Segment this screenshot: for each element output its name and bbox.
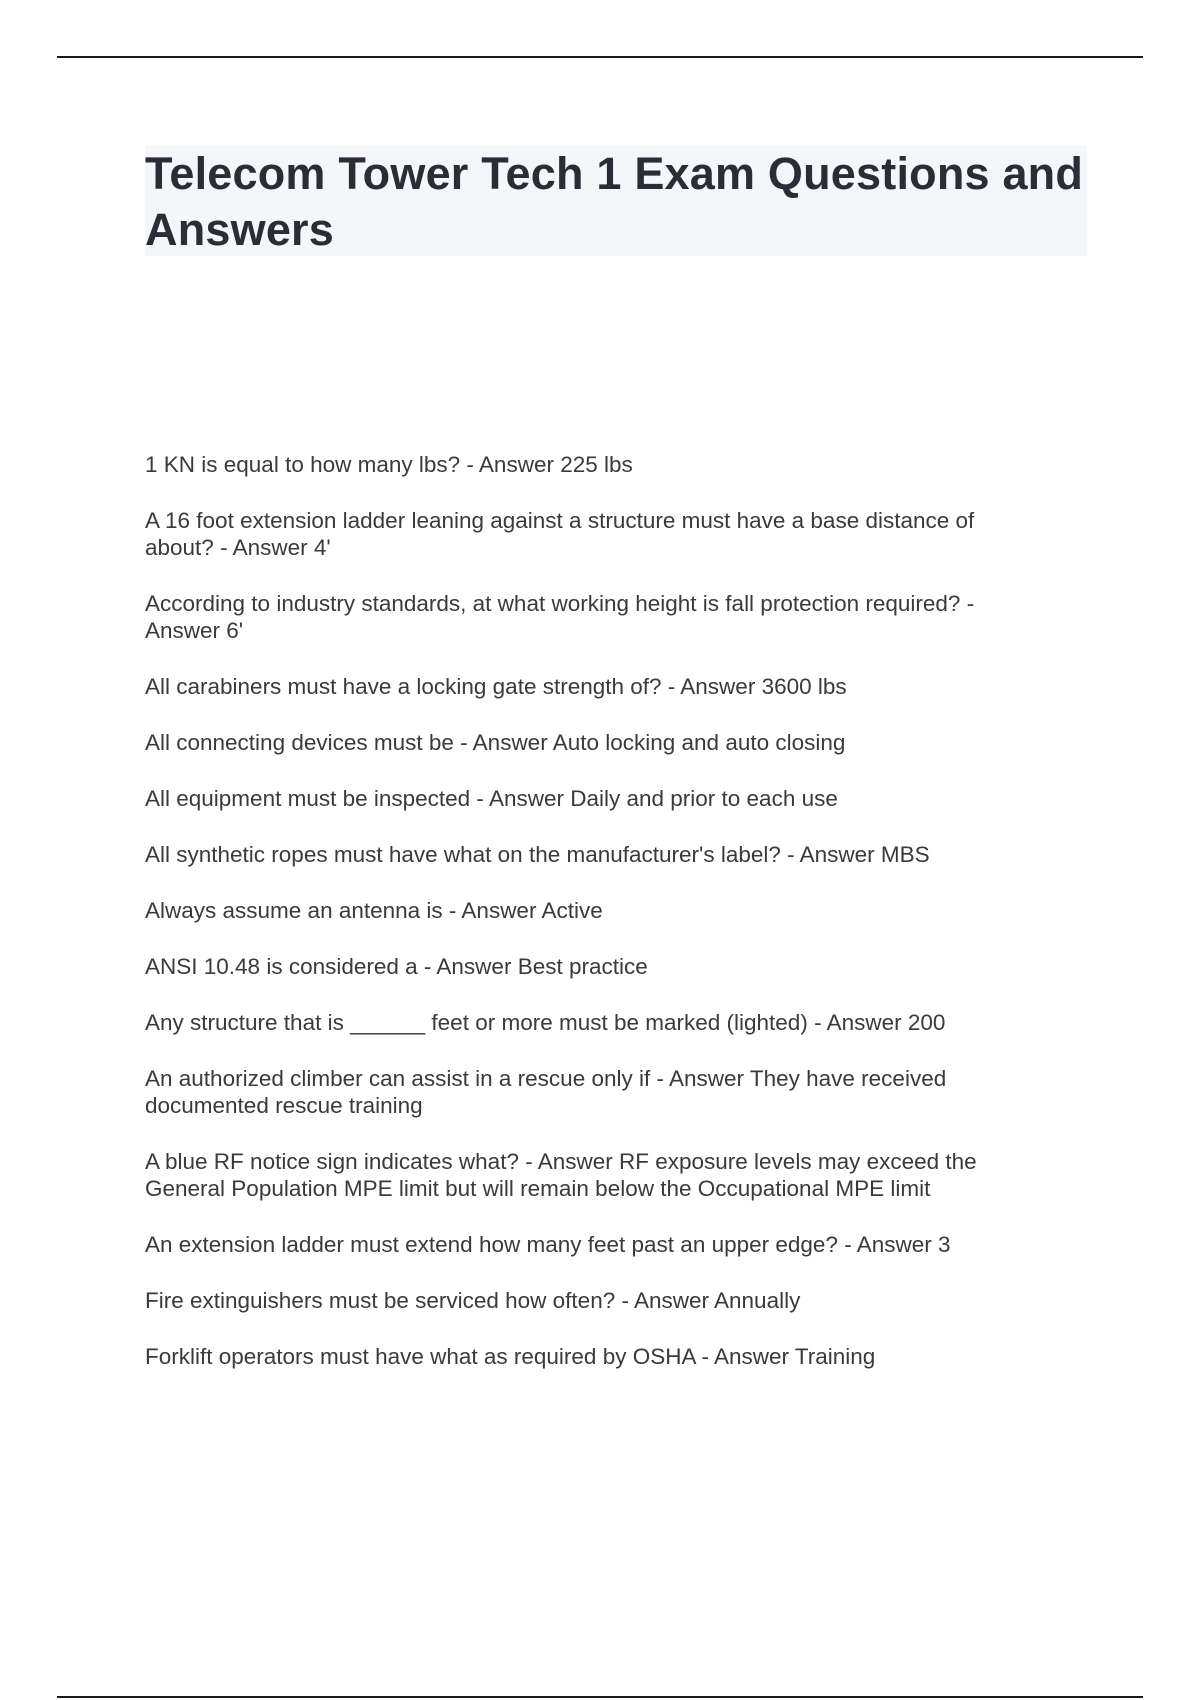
page-title: Telecom Tower Tech 1 Exam Questions and Answers [145,148,1084,255]
top-divider [57,56,1143,58]
qa-item: All synthetic ropes must have what on the manufacturer's label? - Answer MBS [145,842,930,867]
qa-item: All carabiners must have a locking gate strength of? - Answer 3600 lbs [145,674,847,699]
qa-item: ANSI 10.48 is considered a - Answer Best practice [145,954,648,979]
qa-item: An extension ladder must extend how many feet past an upper edge? - Answer 3 [145,1232,951,1257]
title-block [145,146,1087,256]
qa-item: According to industry standards, at what working height is fall protection required? - Answer 6' [145,591,975,643]
qa-item: Fire extinguishers must be serviced how often? - Answer Annually [145,1288,801,1313]
qa-item: Any structure that is ______ feet or more must be marked (lighted) - Answer 200 [145,1010,946,1035]
qa-list [145,451,1045,1399]
qa-item: 1 KN is equal to how many lbs? - Answer 225 lbs [145,452,633,477]
bottom-divider [57,1696,1143,1698]
qa-item: A 16 foot extension ladder leaning against a structure must have a base distance of about? - Answer 4' [145,508,975,560]
qa-item: Forklift operators must have what as required by OSHA - Answer Training [145,1344,876,1369]
qa-item: All equipment must be inspected - Answer Daily and prior to each use [145,786,838,811]
qa-item: An authorized climber can assist in a rescue only if - Answer They have received documented rescue training [145,1066,947,1118]
qa-item: A blue RF notice sign indicates what? - Answer RF exposure levels may exceed the General Population MPE limit but will remain below the Occupational MPE limit [145,1149,977,1201]
qa-item: All connecting devices must be - Answer Auto locking and auto closing [145,730,846,755]
qa-item: Always assume an antenna is - Answer Active [145,898,603,923]
